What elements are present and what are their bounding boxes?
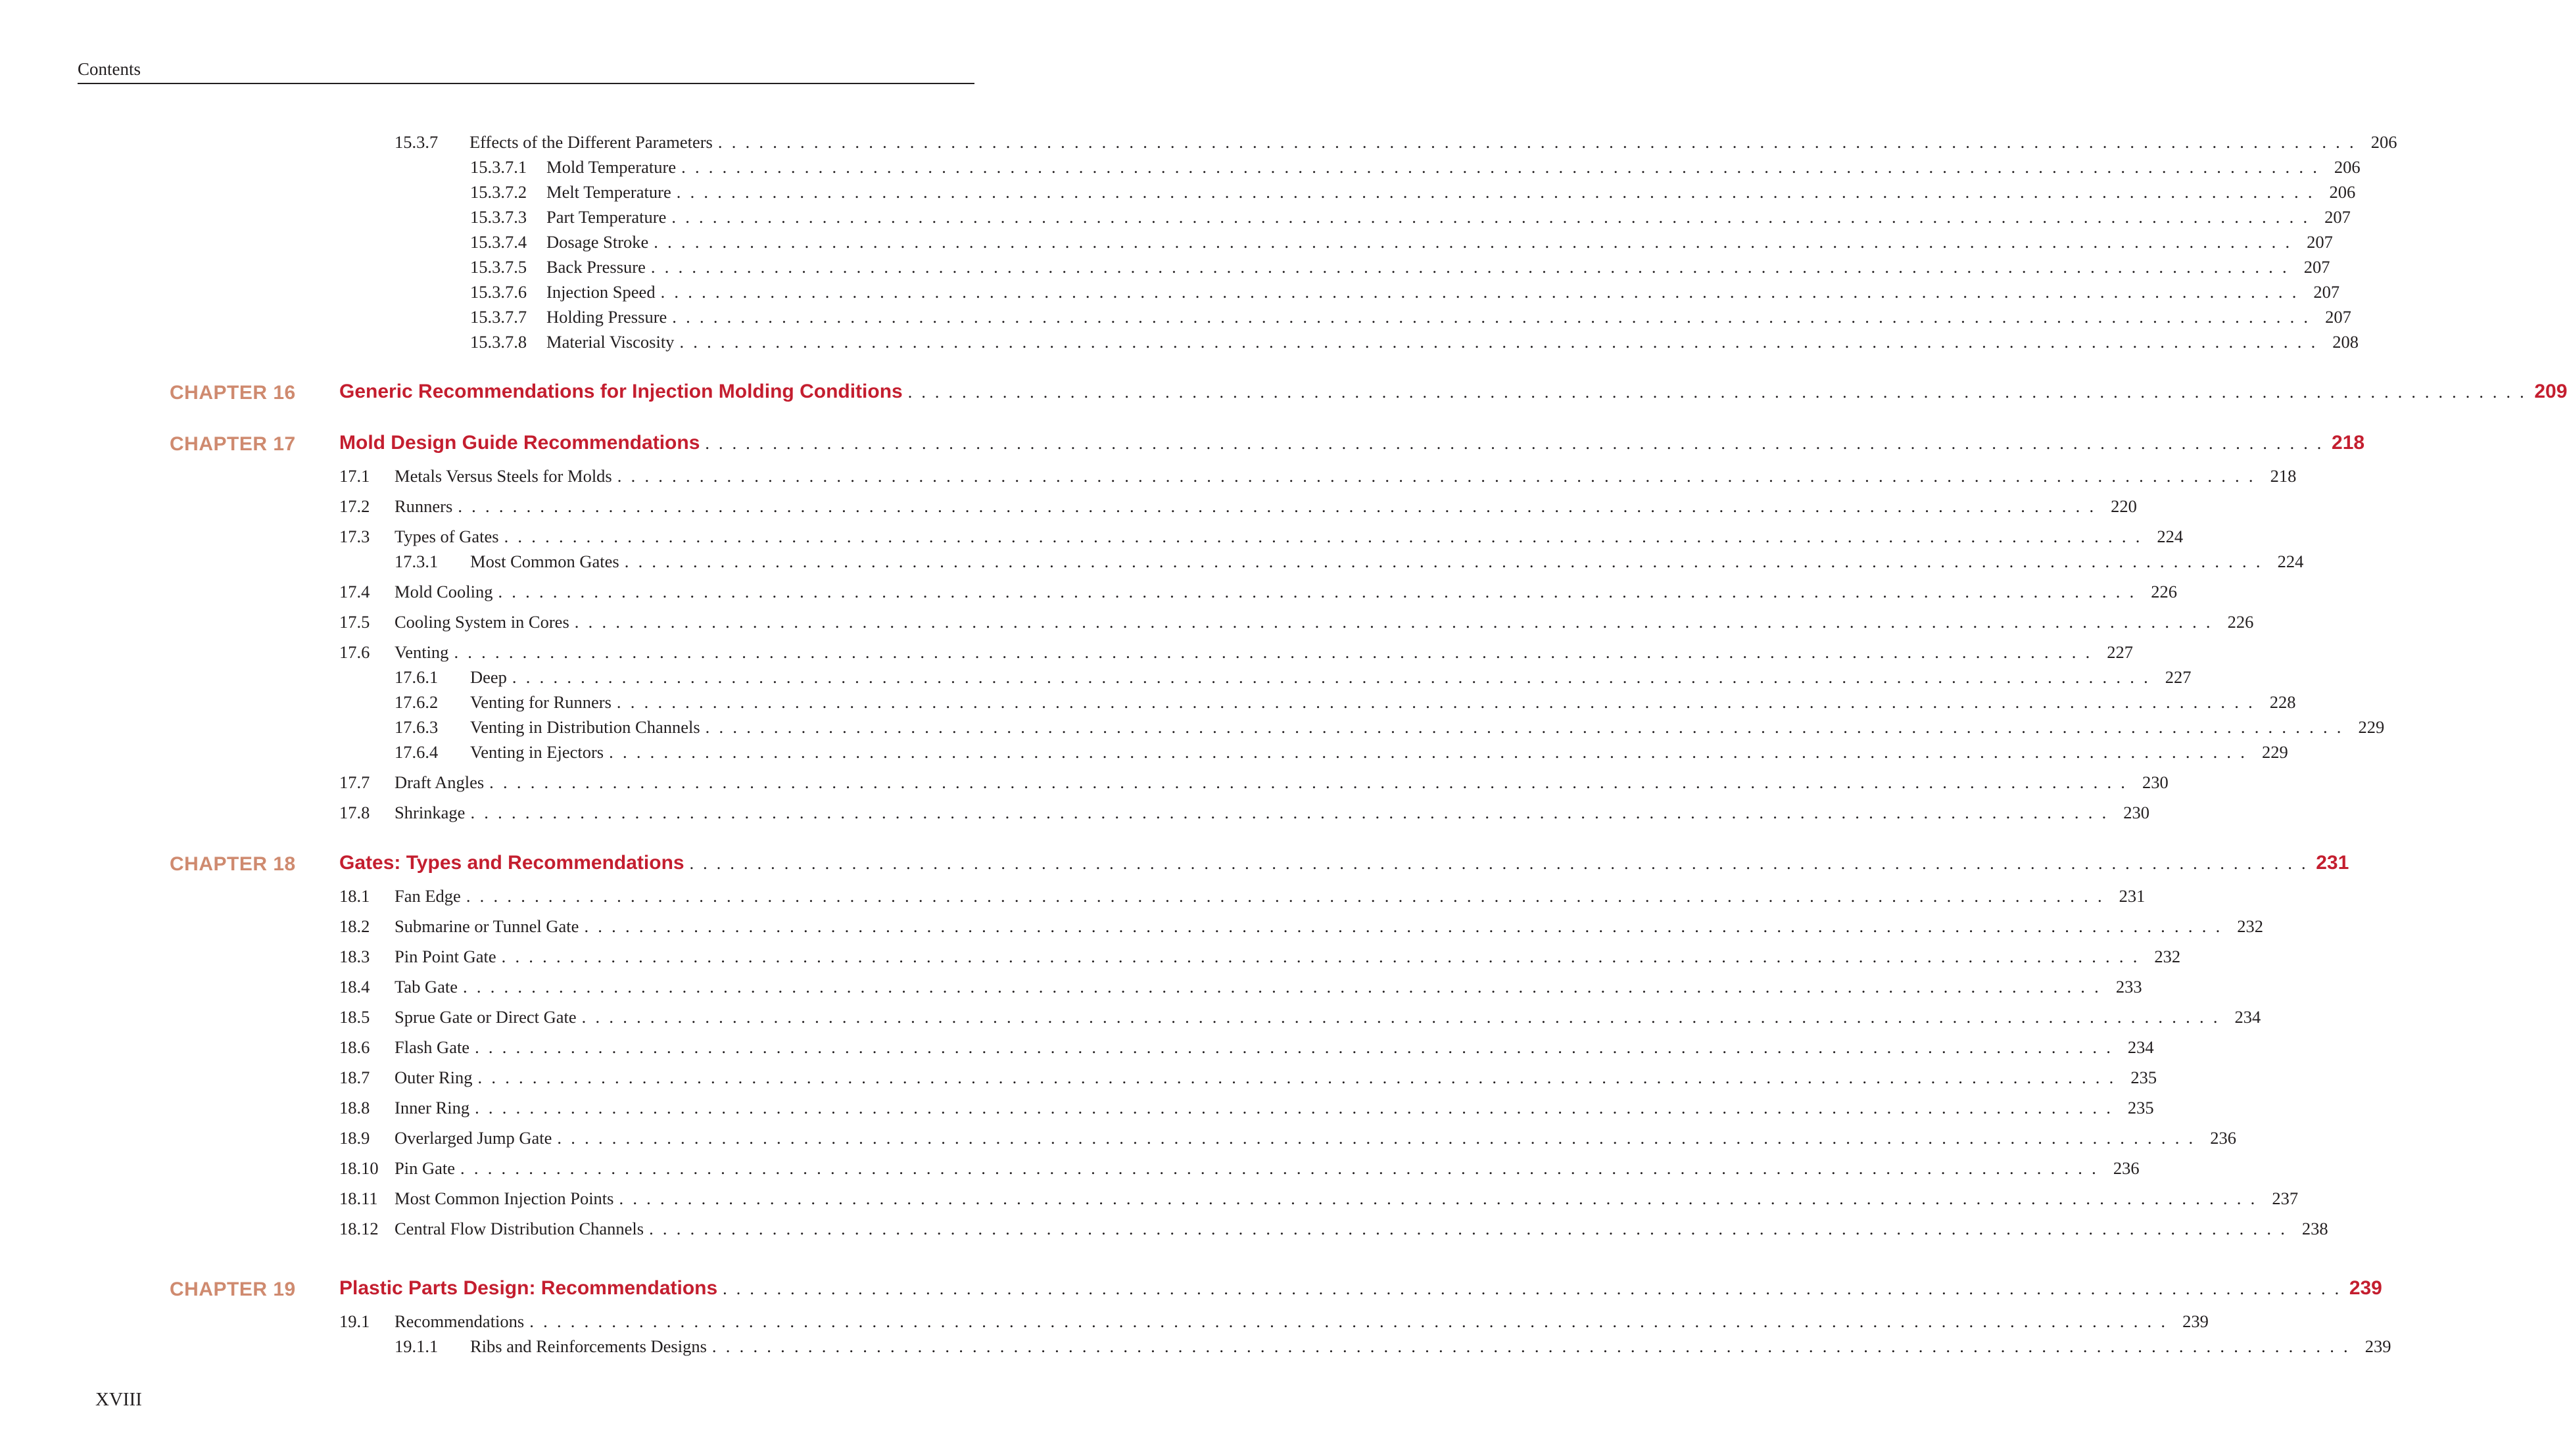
toc-entry-title: Cooling System in Cores — [395, 612, 569, 632]
chapter-page: 231 — [2316, 852, 2349, 874]
toc-entry-page: 207 — [2303, 257, 2330, 277]
toc-entry-number: 18.10 — [339, 1158, 379, 1178]
toc-entry-number: 17.2 — [339, 496, 370, 516]
toc-entry-number: 18.2 — [339, 916, 370, 936]
dot-leader: . . . . . . . . . . . . . . . . . . . . . . . . . . . . . . . . . . . . . . . . . . . . . . . . . . . . . . . . . . . . . . . . . . . . . . . . . . . . . . . . . . . . . . . . . . . . . . . . . . . . . . . . . . . . . . . . . . . . . . . . — [475, 1098, 2113, 1117]
toc-entry[interactable] — [339, 1186, 2299, 1210]
dot-leader: . . . . . . . . . . . . . . . . . . . . . . . . . . . . . . . . . . . . . . . . . . . . . . . . . . . . . . . . . . . . . . . . . . . . . . . . . . . . . . . . . . . . . . . . . . . . . . . . . . . . . . . . . . . . . . . . . . . . . . . . — [619, 1188, 2258, 1208]
toc-entry-title: Inner Ring — [395, 1098, 470, 1117]
toc-entry-page: 229 — [2358, 717, 2385, 737]
toc-entry-page: 237 — [2272, 1188, 2299, 1208]
toc-entry-page: 207 — [2307, 232, 2333, 252]
toc-entry-page: 226 — [2151, 582, 2178, 601]
toc-entry-title: Mold Temperature — [546, 157, 677, 177]
chapter-page: 239 — [2349, 1277, 2382, 1299]
toc-entry-title: Pin Gate — [395, 1158, 455, 1178]
dot-leader: . . . . . . . . . . . . . . . . . . . . . . . . . . . . . . . . . . . . . . . . . . . . . . . . . . . . . . . . . . . . . . . . . . . . . . . . . . . . . . . . . . . . . . . . . . . . . . . . . . . . . . . . . . . . . . . . . . . . . . . . — [616, 692, 2255, 712]
chapter-page: 218 — [2332, 432, 2365, 454]
chapter-entry[interactable] — [339, 430, 2365, 456]
toc-entry-number: 19.1.1 — [395, 1336, 439, 1356]
toc-entry-number: 17.6.1 — [395, 667, 439, 687]
toc-entry[interactable] — [339, 640, 2134, 664]
toc-entry-title: Central Flow Distribution Channels — [395, 1219, 644, 1238]
toc-entry[interactable] — [395, 665, 2192, 689]
toc-entry-number: 17.6 — [339, 642, 370, 662]
toc-entry-page: 220 — [2111, 496, 2137, 516]
toc-entry-number: 17.6.3 — [395, 717, 439, 737]
toc-entry[interactable] — [395, 130, 2397, 154]
toc-entry[interactable] — [470, 155, 2361, 179]
chapter-label: CHAPTER 16 — [170, 382, 296, 404]
toc-entry-number: 17.6.4 — [395, 742, 439, 762]
toc-entry-page: 224 — [2157, 527, 2184, 546]
toc-entry-number: 15.3.7.3 — [470, 207, 527, 227]
toc-entry-title: Most Common Gates — [470, 552, 619, 571]
toc-entry-number: 18.8 — [339, 1098, 370, 1117]
toc-entry-page: 227 — [2165, 667, 2192, 687]
toc-entry-page: 232 — [2154, 947, 2181, 966]
dot-leader: . . . . . . . . . . . . . . . . . . . . . . . . . . . . . . . . . . . . . . . . . . . . . . . . . . . . . . . . . . . . . . . . . . . . . . . . . . . . . . . . . . . . . . . . . . . . . . . . . . . . . . . . . . . . . . . . . . . . . . . . — [504, 527, 2143, 546]
toc-entry-title: Venting in Distribution Channels — [470, 717, 700, 737]
dot-leader: . . . . . . . . . . . . . . . . . . . . . . . . . . . . . . . . . . . . . . . . . . . . . . . . . . . . . . . . . . . . . . . . . . . . . . . . . . . . . . . . . . . . . . . . . . . . . . . . . . . . . . . . . . . . . . . . . . . . . . . . — [624, 552, 2263, 571]
toc-entry[interactable] — [339, 610, 2254, 634]
dot-leader: . . . . . . . . . . . . . . . . . . . . . . . . . . . . . . . . . . . . . . . . . . . . . . . . . . . . . . . . . . . . . . . . . . . . . . . . . . . . . . . . . . . . . . . . . . . . . . . . . . . . . . . . . . . . . . . . . . . . . . . . — [689, 854, 2309, 873]
toc-entry-title: Types of Gates — [395, 527, 499, 546]
toc-entry-page: 238 — [2301, 1219, 2328, 1238]
chapter-label: CHAPTER 17 — [170, 433, 296, 455]
toc-entry-page: 230 — [2142, 772, 2169, 792]
toc-entry-title: Mold Cooling — [395, 582, 493, 601]
dot-leader: . . . . . . . . . . . . . . . . . . . . . . . . . . . . . . . . . . . . . . . . . . . . . . . . . . . . . . . . . . . . . . . . . . . . . . . . . . . . . . . . . . . . . . . . . . . . . . . . . . . . . . . . . . . . . . . . . . . . . . . . — [705, 434, 2324, 453]
toc-entry-title: Runners — [395, 496, 453, 516]
toc-entry-number: 17.1 — [339, 466, 370, 486]
toc-entry[interactable] — [339, 801, 2150, 824]
toc-entry-title: Shrinkage — [395, 803, 466, 822]
chapter-title: Gates: Types and Recommendations — [339, 852, 684, 874]
toc-entry-number: 15.3.7.1 — [470, 157, 527, 177]
toc-entry-page: 234 — [2127, 1037, 2154, 1057]
toc-entry-page: 207 — [2324, 207, 2351, 227]
toc-entry[interactable] — [339, 1156, 2140, 1180]
dot-leader: . . . . . . . . . . . . . . . . . . . . . . . . . . . . . . . . . . . . . . . . . . . . . . . . . . . . . . . . . . . . . . . . . . . . . . . . . . . . . . . . . . . . . . . . . . . . . . . . . . . . . . . . . . . . . . . . . . . . . . . . — [463, 977, 2101, 997]
chapter-label: CHAPTER 18 — [170, 853, 296, 875]
toc-entry-number: 15.3.7.4 — [470, 232, 527, 252]
toc-entry-number: 18.9 — [339, 1128, 370, 1148]
toc-entry-title: Submarine or Tunnel Gate — [395, 916, 579, 936]
toc-entry-title: Deep — [470, 667, 507, 687]
dot-leader: . . . . . . . . . . . . . . . . . . . . . . . . . . . . . . . . . . . . . . . . . . . . . . . . . . . . . . . . . . . . . . . . . . . . . . . . . . . . . . . . . . . . . . . . . . . . . . . . . . . . . . . . . . . . . . . . . . . . . . . . — [679, 332, 2318, 352]
dot-leader: . . . . . . . . . . . . . . . . . . . . . . . . . . . . . . . . . . . . . . . . . . . . . . . . . . . . . . . . . . . . . . . . . . . . . . . . . . . . . . . . . . . . . . . . . . . . . . . . . . . . . . . . . . . . . . . . . . . . . . . . — [489, 772, 2128, 792]
dot-leader: . . . . . . . . . . . . . . . . . . . . . . . . . . . . . . . . . . . . . . . . . . . . . . . . . . . . . . . . . . . . . . . . . . . . . . . . . . . . . . . . . . . . . . . . . . . . . . . . . . . . . . . . . . . . . . . . . . . . . . . . — [723, 1279, 2341, 1298]
dot-leader: . . . . . . . . . . . . . . . . . . . . . . . . . . . . . . . . . . . . . . . . . . . . . . . . . . . . . . . . . . . . . . . . . . . . . . . . . . . . . . . . . . . . . . . . . . . . . . . . . . . . . . . . . . . . . . . . . . . . . . . . — [609, 742, 2247, 762]
dot-leader: . . . . . . . . . . . . . . . . . . . . . . . . . . . . . . . . . . . . . . . . . . . . . . . . . . . . . . . . . . . . . . . . . . . . . . . . . . . . . . . . . . . . . . . . . . . . . . . . . . . . . . . . . . . . . . . . . . . . . . . . — [477, 1068, 2117, 1087]
toc-entry-page: 224 — [2277, 552, 2304, 571]
toc-entry-number: 15.3.7.6 — [470, 282, 527, 302]
toc-entry-number: 18.5 — [339, 1007, 370, 1027]
toc-entry[interactable] — [470, 180, 2356, 204]
toc-entry[interactable] — [339, 580, 2178, 603]
dot-leader: . . . . . . . . . . . . . . . . . . . . . . . . . . . . . . . . . . . . . . . . . . . . . . . . . . . . . . . . . . . . . . . . . . . . . . . . . . . . . . . . . . . . . . . . . . . . . . . . . . . . . . . . . . . . . . . . . . . . . . . . — [574, 612, 2213, 632]
chapter-title: Plastic Parts Design: Recommendations — [339, 1277, 718, 1299]
toc-entry[interactable] — [470, 330, 2359, 354]
toc-entry-title: Venting in Ejectors — [470, 742, 604, 762]
dot-leader: . . . . . . . . . . . . . . . . . . . . . . . . . . . . . . . . . . . . . . . . . . . . . . . . . . . . . . . . . . . . . . . . . . . . . . . . . . . . . . . . . . . . . . . . . . . . . . . . . . . . . . . . . . . . . . . . . . . . . . . . — [501, 947, 2140, 966]
dot-leader: . . . . . . . . . . . . . . . . . . . . . . . . . . . . . . . . . . . . . . . . . . . . . . . . . . . . . . . . . . . . . . . . . . . . . . . . . . . . . . . . . . . . . . . . . . . . . . . . . . . . . . . . . . . . . . . . . . . . . . . . — [581, 1007, 2220, 1027]
toc-entry-number: 15.3.7.5 — [470, 257, 527, 277]
dot-leader: . . . . . . . . . . . . . . . . . . . . . . . . . . . . . . . . . . . . . . . . . . . . . . . . . . . . . . . . . . . . . . . . . . . . . . . . . . . . . . . . . . . . . . . . . . . . . . . . . . . . . . . . . . . . . . . . . . . . . . . . — [711, 1336, 2351, 1356]
chapter-entry[interactable] — [339, 850, 2349, 876]
toc-entry-title: Overlarged Jump Gate — [395, 1128, 552, 1148]
dot-leader: . . . . . . . . . . . . . . . . . . . . . . . . . . . . . . . . . . . . . . . . . . . . . . . . . . . . . . . . . . . . . . . . . . . . . . . . . . . . . . . . . . . . . . . . . . . . . . . . . . . . . . . . . . . . . . . . . . . . . . . . — [557, 1128, 2195, 1148]
dot-leader: . . . . . . . . . . . . . . . . . . . . . . . . . . . . . . . . . . . . . . . . . . . . . . . . . . . . . . . . . . . . . . . . . . . . . . . . . . . . . . . . . . . . . . . . . . . . . . . . . . . . . . . . . . . . . . . . . . . . . . . . — [660, 282, 2299, 302]
toc-entry[interactable] — [339, 1005, 2261, 1029]
toc-entry-number: 18.3 — [339, 947, 370, 966]
toc-entry[interactable] — [339, 945, 2181, 968]
toc-entry-title: Venting for Runners — [470, 692, 612, 712]
toc-entry-page: 208 — [2332, 332, 2359, 352]
toc-entry[interactable] — [339, 1096, 2154, 1119]
chapter-title: Generic Recommendations for Injection Molding Conditions — [339, 381, 903, 402]
toc-entry[interactable] — [339, 464, 2297, 488]
toc-entry[interactable] — [339, 884, 2146, 908]
toc-entry-title: Venting — [395, 642, 449, 662]
toc-entry[interactable] — [395, 1334, 2391, 1358]
chapter-title: Mold Design Guide Recommendations — [339, 432, 700, 454]
dot-leader: . . . . . . . . . . . . . . . . . . . . . . . . . . . . . . . . . . . . . . . . . . . . . . . . . . . . . . . . . . . . . . . . . . . . . . . . . . . . . . . . . . . . . . . . . . . . . . . . . . . . . . . . . . . . . . . . . . . . . . . . — [470, 803, 2109, 822]
toc-entry-title: Effects of the Different Parameters — [469, 132, 713, 152]
toc-entry-page: 206 — [2329, 182, 2356, 202]
toc-entry-number: 18.6 — [339, 1037, 370, 1057]
dot-leader: . . . . . . . . . . . . . . . . . . . . . . . . . . . . . . . . . . . . . . . . . . . . . . . . . . . . . . . . . . . . . . . . . . . . . . . . . . . . . . . . . . . . . . . . . . . . . . . . . . . . . . . . . . . . . . . . . . . . . . . . — [649, 1219, 2288, 1238]
toc-entry-number: 17.7 — [339, 772, 370, 792]
toc-entry-number: 17.3 — [339, 527, 370, 546]
toc-entry-number: 15.3.7.8 — [470, 332, 527, 352]
toc-entry-number: 18.11 — [339, 1188, 378, 1208]
toc-entry-title: Part Temperature — [546, 207, 667, 227]
toc-entry-page: 207 — [2325, 307, 2351, 327]
toc-entry-title: Outer Ring — [395, 1068, 473, 1087]
toc-entry[interactable] — [339, 1126, 2236, 1150]
toc-entry-number: 17.5 — [339, 612, 370, 632]
dot-leader: . . . . . . . . . . . . . . . . . . . . . . . . . . . . . . . . . . . . . . . . . . . . . . . . . . . . . . . . . . . . . . . . . . . . . . . . . . . . . . . . . . . . . . . . . . . . . . . . . . . . . . . . . . . . . . . . . . . . . . . . — [475, 1037, 2113, 1057]
toc-entry-page: 235 — [2130, 1068, 2157, 1087]
toc-entry-title: Ribs and Reinforcements Designs — [470, 1336, 707, 1356]
toc-entry[interactable] — [470, 230, 2333, 254]
toc-entry-page: 236 — [2210, 1128, 2236, 1148]
toc-entry-page: 235 — [2127, 1098, 2154, 1117]
toc-entry-number: 15.3.7.7 — [470, 307, 527, 327]
toc-entry-page: 227 — [2107, 642, 2134, 662]
toc-entry-number: 18.7 — [339, 1068, 370, 1087]
toc-entry-number: 18.12 — [339, 1219, 379, 1238]
toc-entry-title: Sprue Gate or Direct Gate — [395, 1007, 577, 1027]
toc-entry-page: 233 — [2115, 977, 2142, 997]
dot-leader: . . . . . . . . . . . . . . . . . . . . . . . . . . . . . . . . . . . . . . . . . . . . . . . . . . . . . . . . . . . . . . . . . . . . . . . . . . . . . . . . . . . . . . . . . . . . . . . . . . . . . . . . . . . . . . . . . . . . . . . . — [617, 466, 2256, 486]
toc-entry-title: Draft Angles — [395, 772, 485, 792]
chapter-label: CHAPTER 19 — [170, 1279, 296, 1300]
toc-entry-title: Flash Gate — [395, 1037, 470, 1057]
toc-entry[interactable] — [339, 1309, 2209, 1333]
toc-entry-page: 234 — [2234, 1007, 2261, 1027]
dot-leader: . . . . . . . . . . . . . . . . . . . . . . . . . . . . . . . . . . . . . . . . . . . . . . . . . . . . . . . . . . . . . . . . . . . . . . . . . . . . . . . . . . . . . . . . . . . . . . . . . . . . . . . . . . . . . . . . . . . . . . . . — [458, 496, 2096, 516]
toc-entry-title: Material Viscosity — [546, 332, 675, 352]
dot-leader: . . . . . . . . . . . . . . . . . . . . . . . . . . . . . . . . . . . . . . . . . . . . . . . . . . . . . . . . . . . . . . . . . . . . . . . . . . . . . . . . . . . . . . . . . . . . . . . . . . . . . . . . . . . . . . . . . . . . . . . . — [466, 886, 2105, 906]
toc-entry[interactable] — [395, 740, 2288, 764]
toc-entry-number: 18.1 — [339, 886, 370, 906]
toc-entry-number: 18.4 — [339, 977, 370, 997]
toc-entry-page: 229 — [2261, 742, 2288, 762]
toc-entry[interactable] — [339, 1217, 2328, 1240]
toc-entry[interactable] — [470, 305, 2351, 329]
dot-leader: . . . . . . . . . . . . . . . . . . . . . . . . . . . . . . . . . . . . . . . . . . . . . . . . . . . . . . . . . . . . . . . . . . . . . . . . . . . . . . . . . . . . . . . . . . . . . . . . . . . . . . . . . . . . . . . . . . . . . . . . — [460, 1158, 2099, 1178]
toc-entry-page: 206 — [2370, 132, 2397, 152]
toc-entry-number: 17.3.1 — [395, 552, 439, 571]
toc-entry[interactable] — [339, 1035, 2154, 1059]
toc-entry[interactable] — [395, 550, 2304, 573]
toc-entry[interactable] — [470, 280, 2340, 304]
toc-entry-page: 232 — [2237, 916, 2264, 936]
toc-entry-title: Most Common Injection Points — [395, 1188, 614, 1208]
toc-entry[interactable] — [339, 1066, 2157, 1089]
toc-entry-page: 228 — [2269, 692, 2296, 712]
toc-entry[interactable] — [470, 255, 2330, 279]
toc-entry[interactable] — [395, 690, 2296, 714]
dot-leader: . . . . . . . . . . . . . . . . . . . . . . . . . . . . . . . . . . . . . . . . . . . . . . . . . . . . . . . . . . . . . . . . . . . . . . . . . . . . . . . . . . . . . . . . . . . . . . . . . . . . . . . . . . . . . . . . . . . . . . . . — [907, 383, 2527, 402]
dot-leader: . . . . . . . . . . . . . . . . . . . . . . . . . . . . . . . . . . . . . . . . . . . . . . . . . . . . . . . . . . . . . . . . . . . . . . . . . . . . . . . . . . . . . . . . . . . . . . . . . . . . . . . . . . . . . . . . . . . . . . . . — [654, 232, 2292, 252]
toc-entry-page: 231 — [2119, 886, 2146, 906]
toc-entry[interactable] — [470, 205, 2351, 229]
toc-entry-title: Recommendations — [395, 1311, 525, 1331]
toc-entry-page: 206 — [2334, 157, 2361, 177]
dot-leader: . . . . . . . . . . . . . . . . . . . . . . . . . . . . . . . . . . . . . . . . . . . . . . . . . . . . . . . . . . . . . . . . . . . . . . . . . . . . . . . . . . . . . . . . . . . . . . . . . . . . . . . . . . . . . . . . . . . . . . . . — [676, 182, 2315, 202]
toc-entry-page: 218 — [2270, 466, 2297, 486]
toc-entry-page: 230 — [2123, 803, 2150, 822]
chapter-page: 209 — [2534, 381, 2567, 402]
toc-entry-number: 17.8 — [339, 803, 370, 822]
chapter-entry[interactable] — [339, 1275, 2382, 1302]
toc-entry-page: 207 — [2313, 282, 2340, 302]
toc-entry-title: Pin Point Gate — [395, 947, 496, 966]
dot-leader: . . . . . . . . . . . . . . . . . . . . . . . . . . . . . . . . . . . . . . . . . . . . . . . . . . . . . . . . . . . . . . . . . . . . . . . . . . . . . . . . . . . . . . . . . . . . . . . . . . . . . . . . . . . . . . . . . . . . . . . . — [671, 207, 2310, 227]
toc-entry-title: Back Pressure — [546, 257, 646, 277]
dot-leader: . . . . . . . . . . . . . . . . . . . . . . . . . . . . . . . . . . . . . . . . . . . . . . . . . . . . . . . . . . . . . . . . . . . . . . . . . . . . . . . . . . . . . . . . . . . . . . . . . . . . . . . . . . . . . . . . . . . . . . . . — [529, 1311, 2168, 1331]
dot-leader: . . . . . . . . . . . . . . . . . . . . . . . . . . . . . . . . . . . . . . . . . . . . . . . . . . . . . . . . . . . . . . . . . . . . . . . . . . . . . . . . . . . . . . . . . . . . . . . . . . . . . . . . . . . . . . . . . . . . . . . . — [717, 132, 2357, 152]
dot-leader: . . . . . . . . . . . . . . . . . . . . . . . . . . . . . . . . . . . . . . . . . . . . . . . . . . . . . . . . . . . . . . . . . . . . . . . . . . . . . . . . . . . . . . . . . . . . . . . . . . . . . . . . . . . . . . . . . . . . . . . . — [454, 642, 2093, 662]
toc-entry-title: Fan Edge — [395, 886, 461, 906]
dot-leader: . . . . . . . . . . . . . . . . . . . . . . . . . . . . . . . . . . . . . . . . . . . . . . . . . . . . . . . . . . . . . . . . . . . . . . . . . . . . . . . . . . . . . . . . . . . . . . . . . . . . . . . . . . . . . . . . . . . . . . . . — [705, 717, 2344, 737]
toc-entry[interactable] — [339, 770, 2169, 794]
toc-entry[interactable] — [339, 525, 2184, 548]
dot-leader: . . . . . . . . . . . . . . . . . . . . . . . . . . . . . . . . . . . . . . . . . . . . . . . . . . . . . . . . . . . . . . . . . . . . . . . . . . . . . . . . . . . . . . . . . . . . . . . . . . . . . . . . . . . . . . . . . . . . . . . . — [498, 582, 2137, 601]
toc-entry-title: Injection Speed — [546, 282, 656, 302]
toc-entry-number: 17.6.2 — [395, 692, 439, 712]
toc-entry-number: 15.3.7 — [395, 132, 439, 152]
running-header: Contents — [78, 58, 974, 84]
toc-entry[interactable] — [339, 914, 2264, 938]
toc-entry-number: 15.3.7.2 — [470, 182, 527, 202]
dot-leader: . . . . . . . . . . . . . . . . . . . . . . . . . . . . . . . . . . . . . . . . . . . . . . . . . . . . . . . . . . . . . . . . . . . . . . . . . . . . . . . . . . . . . . . . . . . . . . . . . . . . . . . . . . . . . . . . . . . . . . . . — [672, 307, 2311, 327]
toc-entry[interactable] — [339, 975, 2142, 998]
toc-entry-title: Melt Temperature — [546, 182, 671, 202]
toc-entry-number: 17.4 — [339, 582, 370, 601]
toc-entry-page: 239 — [2364, 1336, 2391, 1356]
toc-entry-page: 226 — [2227, 612, 2254, 632]
toc-entry-page: 236 — [2113, 1158, 2140, 1178]
dot-leader: . . . . . . . . . . . . . . . . . . . . . . . . . . . . . . . . . . . . . . . . . . . . . . . . . . . . . . . . . . . . . . . . . . . . . . . . . . . . . . . . . . . . . . . . . . . . . . . . . . . . . . . . . . . . . . . . . . . . . . . . — [681, 157, 2320, 177]
toc-entry-title: Metals Versus Steels for Molds — [395, 466, 612, 486]
dot-leader: . . . . . . . . . . . . . . . . . . . . . . . . . . . . . . . . . . . . . . . . . . . . . . . . . . . . . . . . . . . . . . . . . . . . . . . . . . . . . . . . . . . . . . . . . . . . . . . . . . . . . . . . . . . . . . . . . . . . . . . . — [584, 916, 2223, 936]
toc-entry-page: 239 — [2182, 1311, 2209, 1331]
chapter-entry[interactable] — [339, 379, 2567, 405]
page-number: XVIII — [95, 1389, 142, 1410]
toc-entry-number: 19.1 — [339, 1311, 370, 1331]
toc-entry-title: Holding Pressure — [546, 307, 667, 327]
dot-leader: . . . . . . . . . . . . . . . . . . . . . . . . . . . . . . . . . . . . . . . . . . . . . . . . . . . . . . . . . . . . . . . . . . . . . . . . . . . . . . . . . . . . . . . . . . . . . . . . . . . . . . . . . . . . . . . . . . . . . . . . — [650, 257, 2290, 277]
toc-entry[interactable] — [395, 715, 2385, 739]
toc-entry-title: Tab Gate — [395, 977, 458, 997]
dot-leader: . . . . . . . . . . . . . . . . . . . . . . . . . . . . . . . . . . . . . . . . . . . . . . . . . . . . . . . . . . . . . . . . . . . . . . . . . . . . . . . . . . . . . . . . . . . . . . . . . . . . . . . . . . . . . . . . . . . . . . . . — [512, 667, 2151, 687]
toc-entry-title: Dosage Stroke — [546, 232, 649, 252]
toc-entry[interactable] — [339, 494, 2137, 518]
